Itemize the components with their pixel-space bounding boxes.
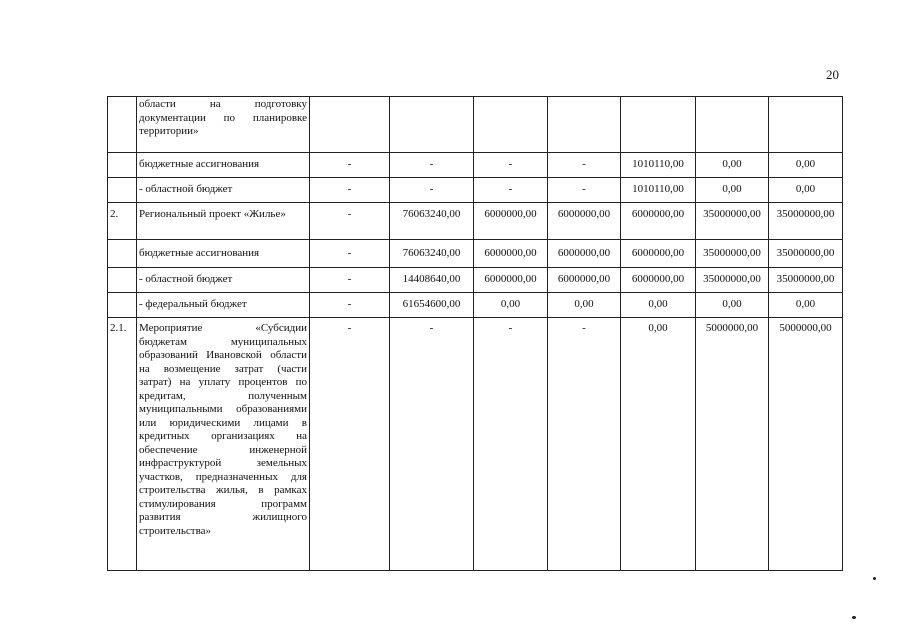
row-description: бюджетные ассигнования	[137, 153, 310, 178]
cell-value: -	[474, 318, 548, 571]
table-row	[108, 268, 843, 293]
cell-value: 14408640,00	[390, 268, 474, 293]
table-row	[108, 318, 843, 571]
row-description: Мероприятие «Субсидии бюджетам муниципальных образований Ивановской области на возмещение затрат (части затрат) на уплату процентов по кредитам, полученным муниципальными образованиями или юридическими лицами в кредитных организациях на обеспечение инженерной инфраструктурой земельных участков, предназначенных для строительства жилья, в рамках стимулирования программ развития жилищного строительства»	[137, 318, 310, 571]
row-description: - областной бюджет	[137, 268, 310, 293]
cell-value: -	[548, 318, 621, 571]
cell-value: 61654600,00	[390, 293, 474, 318]
cell-value: 35000000,00	[696, 240, 769, 268]
row-number	[108, 97, 137, 153]
cell-value: -	[390, 153, 474, 178]
cell-value: 0,00	[696, 293, 769, 318]
table-row	[108, 203, 843, 240]
cell-value: 0,00	[621, 293, 696, 318]
cell-value: 6000000,00	[474, 268, 548, 293]
cell-value: 0,00	[769, 178, 843, 203]
cell-value: 6000000,00	[474, 240, 548, 268]
cell-value: -	[548, 178, 621, 203]
row-number: 2.1.	[108, 318, 137, 571]
cell-value: -	[310, 240, 390, 268]
row-description: области на подготовку документации по планировке территории»	[137, 97, 310, 153]
cell-value: -	[310, 268, 390, 293]
table-row	[108, 97, 843, 153]
cell-value: 6000000,00	[548, 240, 621, 268]
row-number	[108, 240, 137, 268]
cell	[474, 97, 548, 153]
cell	[621, 97, 696, 153]
cell-value: 0,00	[769, 153, 843, 178]
cell-value: 0,00	[548, 293, 621, 318]
row-number	[108, 293, 137, 318]
row-description: - областной бюджет	[137, 178, 310, 203]
cell	[548, 97, 621, 153]
row-number	[108, 268, 137, 293]
cell-value: 0,00	[696, 178, 769, 203]
cell-value: 76063240,00	[390, 203, 474, 240]
cell-value: -	[310, 318, 390, 571]
cell	[769, 97, 843, 153]
cell-value: 1010110,00	[621, 153, 696, 178]
cell-value: 35000000,00	[696, 268, 769, 293]
table-row	[108, 153, 843, 178]
cell	[390, 97, 474, 153]
cell-value: 76063240,00	[390, 240, 474, 268]
cell-value: -	[548, 153, 621, 178]
row-number	[108, 153, 137, 178]
cell-value: 6000000,00	[621, 203, 696, 240]
row-number	[108, 178, 137, 203]
cell-value: 6000000,00	[621, 240, 696, 268]
cell-value: -	[310, 203, 390, 240]
cell-value: -	[474, 153, 548, 178]
cell-value: -	[474, 178, 548, 203]
cell-value: -	[310, 153, 390, 178]
table-row	[108, 178, 843, 203]
cell-value: 0,00	[474, 293, 548, 318]
cell-value: 0,00	[696, 153, 769, 178]
table-row	[108, 240, 843, 268]
cell-value: 35000000,00	[769, 240, 843, 268]
page-number: 20	[826, 67, 839, 82]
cell-value: 35000000,00	[769, 268, 843, 293]
cell-value: 5000000,00	[769, 318, 843, 571]
cell-value: 35000000,00	[696, 203, 769, 240]
cell-value: -	[310, 178, 390, 203]
row-description: бюджетные ассигнования	[137, 240, 310, 268]
scan-speck	[852, 616, 856, 619]
cell-value: 6000000,00	[621, 268, 696, 293]
row-number: 2.	[108, 203, 137, 240]
cell-value: 1010110,00	[621, 178, 696, 203]
cell-value: 6000000,00	[548, 203, 621, 240]
cell-value: 6000000,00	[548, 268, 621, 293]
cell-value: -	[390, 178, 474, 203]
cell-value: 0,00	[621, 318, 696, 571]
row-description: Региональный проект «Жилье»	[137, 203, 310, 240]
budget-table	[107, 96, 843, 571]
cell-value: 6000000,00	[474, 203, 548, 240]
table-row	[108, 293, 843, 318]
scan-speck	[873, 577, 876, 580]
cell-value: 5000000,00	[696, 318, 769, 571]
cell-value: 35000000,00	[769, 203, 843, 240]
cell	[310, 97, 390, 153]
cell-value: -	[310, 293, 390, 318]
row-description: - федеральный бюджет	[137, 293, 310, 318]
cell	[696, 97, 769, 153]
cell-value: 0,00	[769, 293, 843, 318]
cell-value: -	[390, 318, 474, 571]
